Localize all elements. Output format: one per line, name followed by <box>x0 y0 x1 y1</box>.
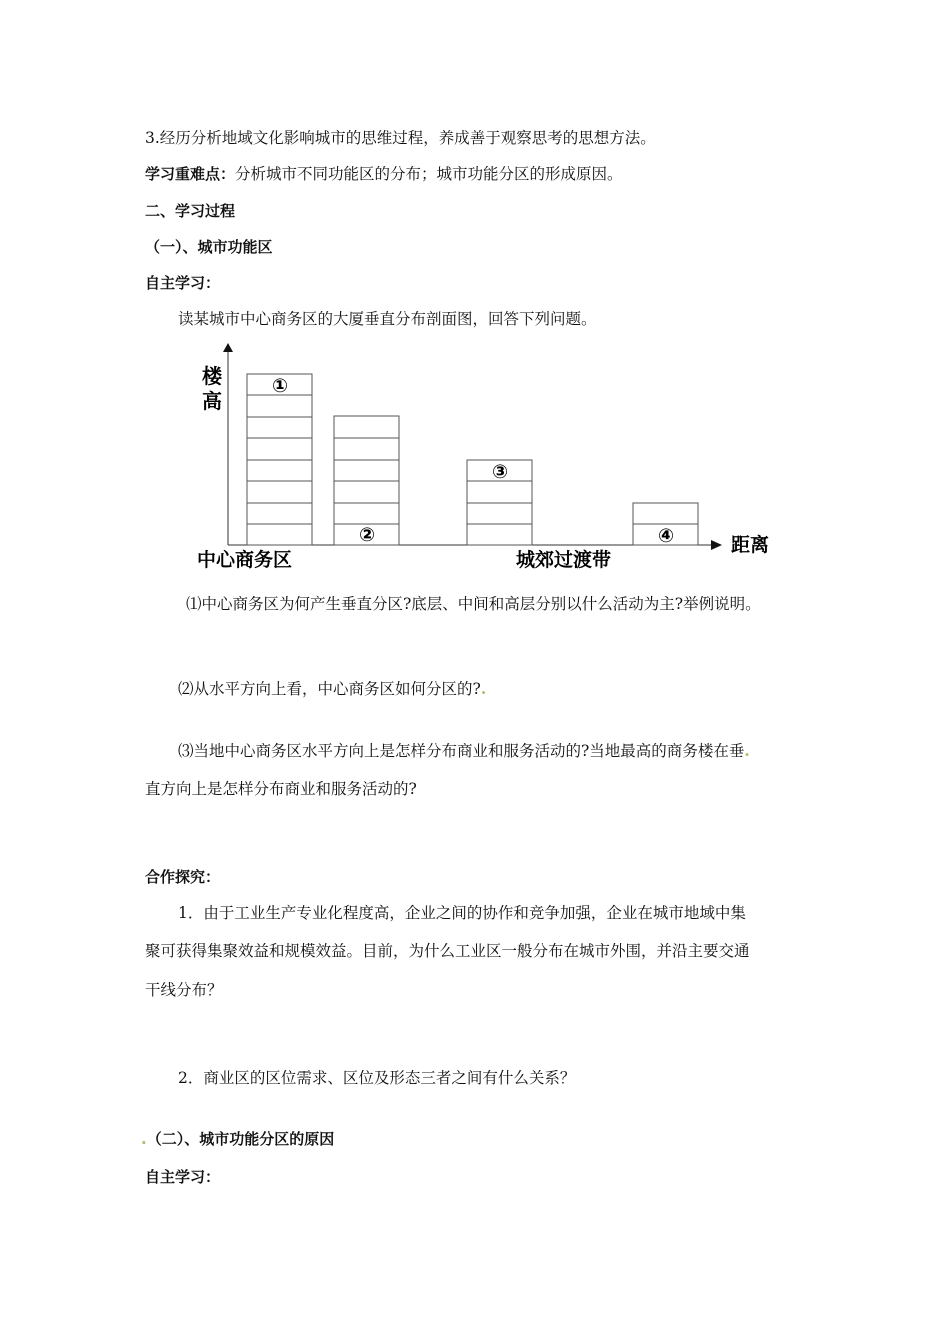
marker-1: ① <box>271 375 289 397</box>
question-3-line-2: 直方向上是怎样分布商业和服务活动的? <box>145 780 417 798</box>
y-axis-label-char-1: 楼 <box>202 364 222 388</box>
building-1 <box>247 374 312 545</box>
marker-3: ③ <box>491 461 509 483</box>
part-1-title: （一）、城市功能区 <box>145 238 273 256</box>
y-axis-arrow <box>223 343 233 352</box>
cbd-building-profile-diagram <box>185 340 795 575</box>
key-points-text: 分析城市不同功能区的分布；城市功能分区的形成原因。 <box>235 165 623 183</box>
explore-1-line-2: 聚可获得集聚效益和规模效益。目前，为什么工业区一般分布在城市外围，并沿主要交通 <box>145 942 750 960</box>
question-1: ⑴中心商务区为何产生垂直分区?底层、中间和高层分别以什么活动为主?举例说明。 <box>186 595 761 613</box>
question-2 <box>178 679 486 699</box>
part-2-title: （二）、城市功能分区的原因 <box>146 1130 335 1148</box>
yellow-dot-mark-2: . <box>744 741 750 760</box>
yellow-dot-mark-3: . <box>141 1130 147 1148</box>
x-axis-label: 距离 <box>731 534 770 556</box>
section-2-title: 二、学习过程 <box>145 202 236 220</box>
marker-4: ④ <box>657 525 675 547</box>
y-axis-label-char-2: 高 <box>202 389 222 413</box>
explore-2: 2．商业区的区位需求、区位及形态三者之间有什么关系？ <box>178 1069 576 1087</box>
yellow-dot-mark: . <box>480 679 487 698</box>
diagram-instruction: 读某城市中心商务区的大厦垂直分布剖面图，回答下列问题。 <box>178 310 597 328</box>
key-points-label: 学习重难点： <box>145 165 236 183</box>
cooperate-heading: 合作探究： <box>145 868 221 886</box>
self-study-heading-2: 自主学习： <box>145 1168 221 1186</box>
marker-2: ② <box>358 524 376 546</box>
question-2-text: ⑵从水平方向上看，中心商务区如何分区的? <box>178 680 481 698</box>
part-2-title-line <box>141 1129 334 1149</box>
question-3-line-1 <box>178 741 750 761</box>
x-axis-arrow <box>711 540 722 550</box>
explore-1-line-1: 1．由于工业生产专业化程度高，企业之间的协作和竞争加强，企业在城市地域中集 <box>178 904 746 922</box>
objective-3: 3.经历分析地域文化影响城市的思维过程，养成善于观察思考的思想方法。 <box>145 129 656 147</box>
self-study-heading-1: 自主学习： <box>145 274 221 292</box>
suburb-label: 城郊过渡带 <box>516 549 612 571</box>
explore-1-line-3: 干线分布？ <box>145 981 223 999</box>
question-3-text: ⑶当地中心商务区水平方向上是怎样分布商业和服务活动的?当地最高的商务楼在垂 <box>178 742 745 760</box>
key-points-line <box>145 164 623 184</box>
cbd-label: 中心商务区 <box>197 549 293 571</box>
